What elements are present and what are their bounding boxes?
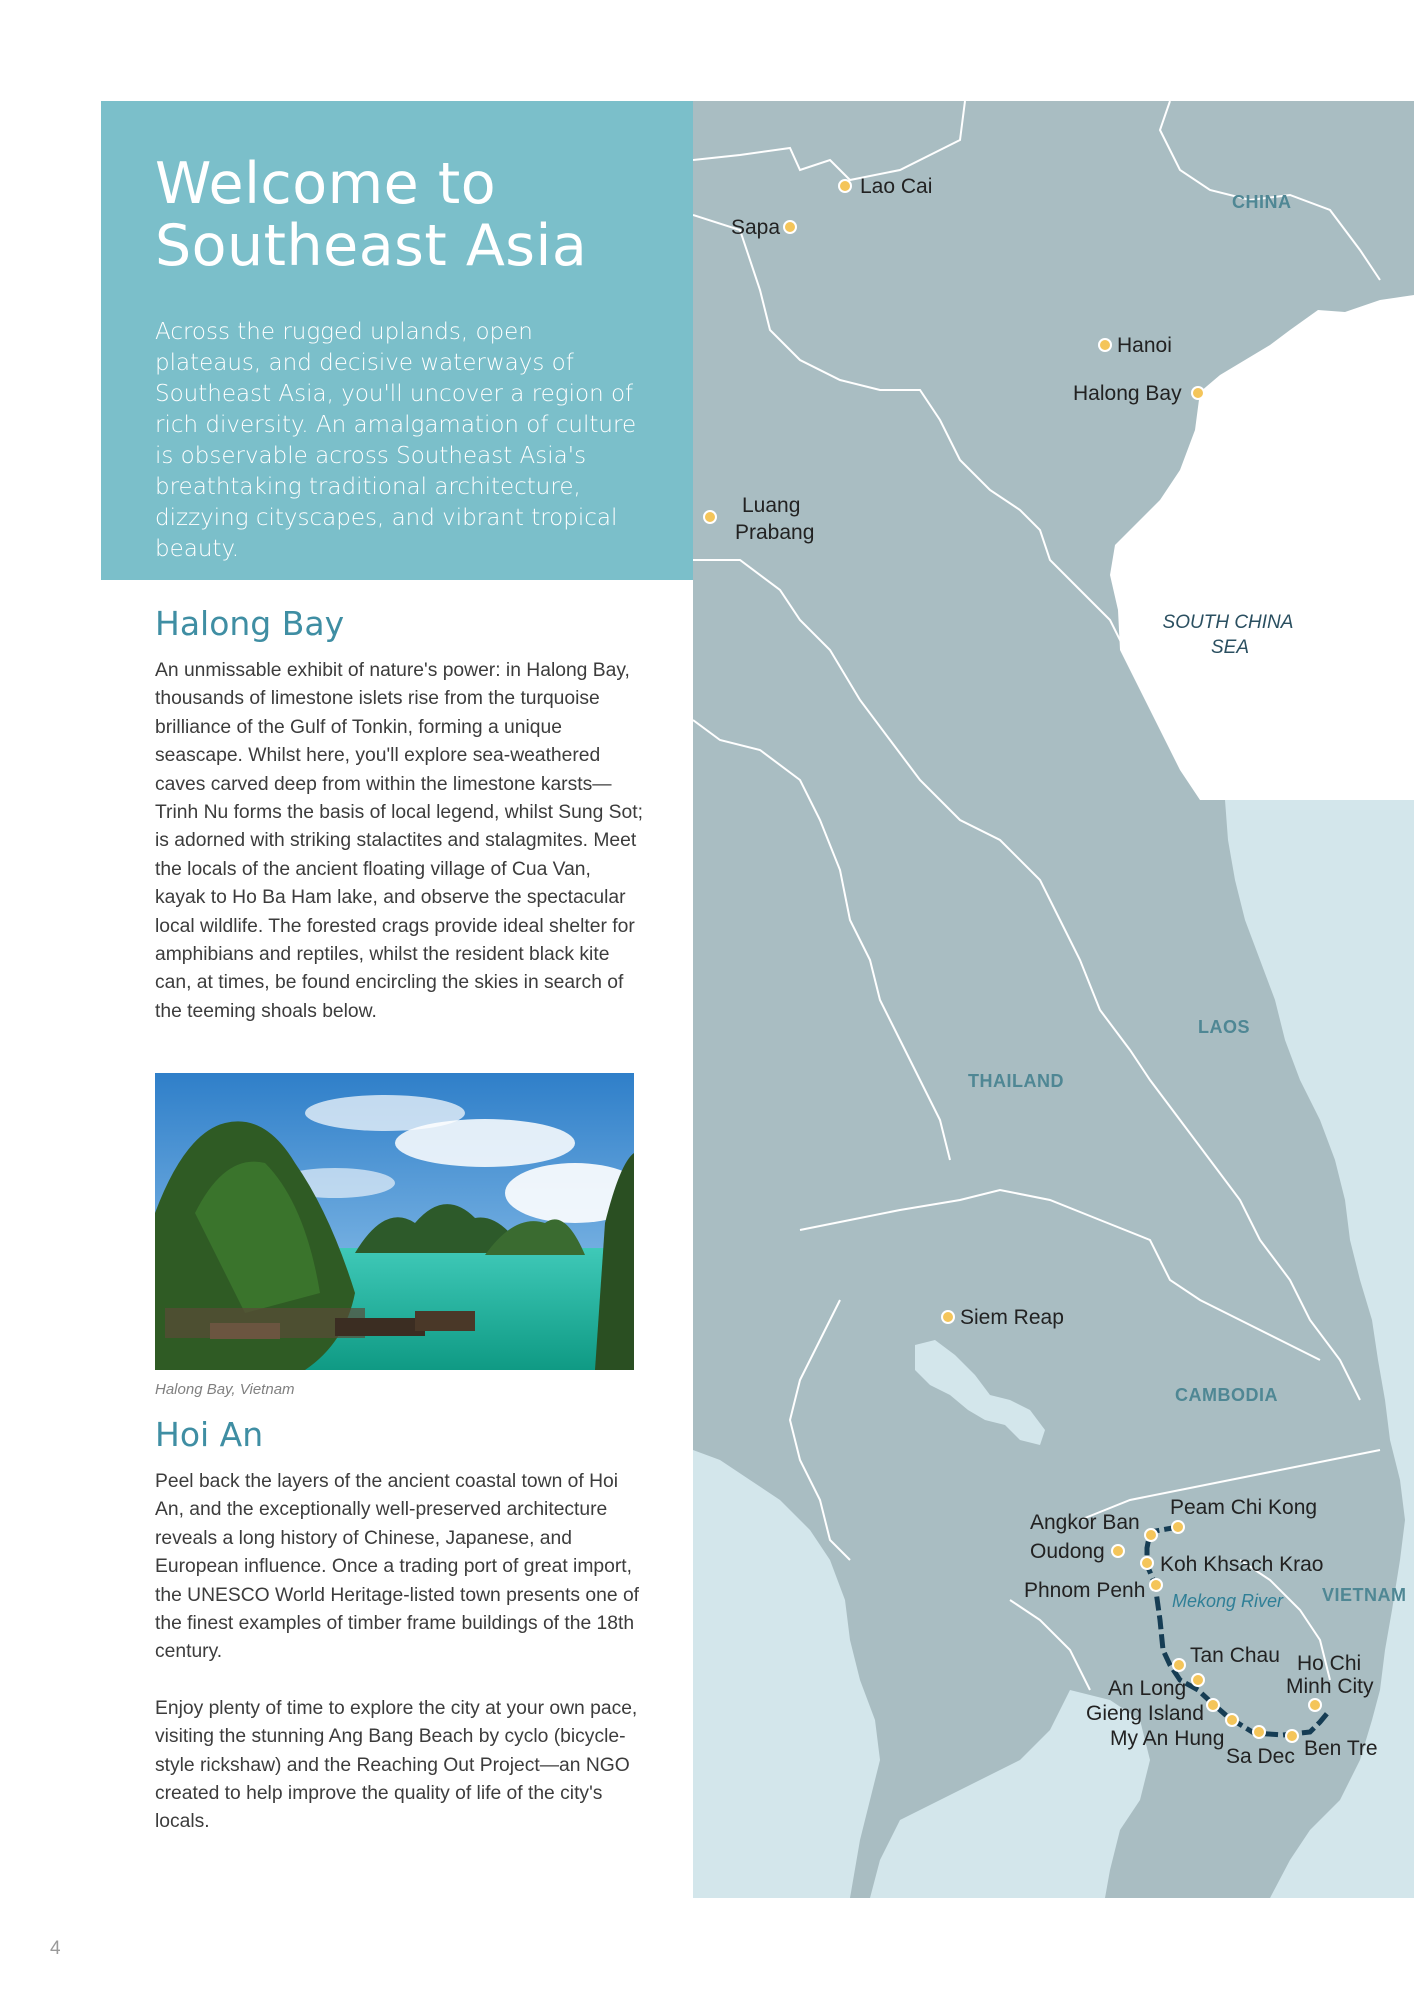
label-luang: Luang <box>742 494 801 517</box>
title-line-2: Southeast Asia <box>155 213 588 279</box>
label-china: CHINA <box>1232 192 1292 212</box>
label-vietnam: VIETNAM <box>1322 1585 1407 1605</box>
hoian-heading: Hoi An <box>155 1415 264 1454</box>
label-gieng-island: Gieng Island <box>1086 1702 1204 1725</box>
ben-tre-dot <box>1286 1730 1298 1742</box>
hoian-text-1: Peel back the layers of the ancient coastal town of Hoi An, and the exceptionally well-preserved architecture reveals a long history of Chinese, Japanese, and European influence. Once a trading port of great import, the UNESCO World Heritage-listed town presents one of the finest examples of timber frame buildings of the 18th century. <box>155 1471 640 1663</box>
title-line-1: Welcome to <box>155 151 497 217</box>
halong-section <box>155 604 645 1026</box>
label-halong-bay: Halong Bay <box>1073 382 1182 405</box>
peam-chi-kong-dot <box>1172 1521 1184 1533</box>
sapa-dot <box>784 221 796 233</box>
halong-bay-dot <box>1192 387 1204 399</box>
label-tan-chau: Tan Chau <box>1190 1644 1280 1667</box>
lao-cai-dot <box>839 180 851 192</box>
gieng-island-dot <box>1207 1699 1219 1711</box>
label-ben-tre: Ben Tre <box>1304 1737 1378 1760</box>
label-angkor-ban: Angkor Ban <box>1030 1511 1140 1534</box>
angkor-ban-oudong-dot <box>1112 1545 1124 1557</box>
map-svg <box>693 101 1414 1898</box>
label-minh-city: Minh City <box>1286 1675 1374 1698</box>
label-sa-dec: Sa Dec <box>1226 1745 1295 1768</box>
label-phnom-penh: Phnom Penh <box>1024 1579 1146 1602</box>
label-sea-1: SOUTH CHINA <box>1162 612 1294 633</box>
my-an-hung-dot <box>1226 1714 1238 1726</box>
label-ho-chi: Ho Chi <box>1297 1652 1362 1675</box>
label-my-an-hung: My An Hung <box>1110 1727 1225 1750</box>
hoian-section <box>155 1415 645 1837</box>
label-peam-chi-kong: Peam Chi Kong <box>1170 1496 1318 1519</box>
halong-bay-image <box>155 1073 634 1370</box>
intro-text: Across the rugged uplands, open plateaus, and decisive waterways of Southeast Asia, you'll uncover a region of rich diversity. An amalgamation of culture is observable across Southeast Asia's breathtaking traditional architecture, dizzying cityscapes, and vibrant tropical beauty. <box>155 319 637 562</box>
photo-caption: Halong Bay, Vietnam <box>155 1381 295 1398</box>
intro-panel <box>101 101 693 580</box>
siem-reap-dot <box>942 1311 954 1323</box>
label-thailand: THAILAND <box>968 1071 1064 1091</box>
label-sapa: Sapa <box>731 216 781 239</box>
label-sea-2: SEA <box>1210 637 1250 658</box>
sa-dec-dot <box>1253 1726 1265 1738</box>
label-lao-cai: Lao Cai <box>860 175 933 198</box>
label-oudong: Oudong <box>1030 1540 1105 1563</box>
hanoi-dot <box>1099 339 1111 351</box>
an-long-dot <box>1192 1674 1204 1686</box>
page-number: 4 <box>50 1938 61 1959</box>
label-hanoi: Hanoi <box>1117 334 1172 357</box>
page-title <box>155 153 643 277</box>
koh-khsach-krao-dot-upper <box>1145 1529 1157 1541</box>
koh-khsach-krao-dot <box>1141 1557 1153 1569</box>
phnom-penh-dot <box>1150 1579 1162 1591</box>
luang-prabang-dot <box>704 511 716 523</box>
label-siem-reap: Siem Reap <box>960 1306 1064 1329</box>
ho-chi-minh-dot <box>1309 1699 1321 1711</box>
label-koh-khsach-krao: Koh Khsach Krao <box>1160 1553 1324 1576</box>
label-laos: LAOS <box>1198 1017 1251 1037</box>
halong-bay-photo <box>155 1073 634 1370</box>
hoian-text-2: Enjoy plenty of time to explore the city at your own pace, visiting the stunning Ang Bang Beach by cyclo (bicycle-style rickshaw) and the Reaching Out Project—an NGO created to help improve the quality of life of the city's locals. <box>155 1697 638 1833</box>
label-cambodia: CAMBODIA <box>1175 1385 1278 1405</box>
label-an-long: An Long <box>1108 1677 1187 1700</box>
tan-chau-dot <box>1173 1659 1185 1671</box>
halong-heading: Halong Bay <box>155 604 345 643</box>
label-mekong-river: Mekong River <box>1172 1591 1284 1611</box>
label-prabang: Prabang <box>735 521 815 544</box>
halong-text: An unmissable exhibit of nature's power: in Halong Bay, thousands of limestone islets rise from the turquoise brilliance of the Gulf of Tonkin, forming a unique seascape. Whilst here, you'll explore sea-weathered caves carved deep from within the limestone karsts—Trinh Nu forms the basis of local legend, whilst Sung Sot; is adorned with striking stalactites and stalagmites. Meet the locals of the ancient floating village of Cua Van, kayak to Ho Ba Ham lake, and observe the spectacular local wildlife. The forested crags provide ideal shelter for amphibians and reptiles, whilst the resident black kite can, at times, be found encircling the skies in search of the teeming shoals below. <box>155 660 643 1022</box>
region-map <box>693 101 1414 1898</box>
